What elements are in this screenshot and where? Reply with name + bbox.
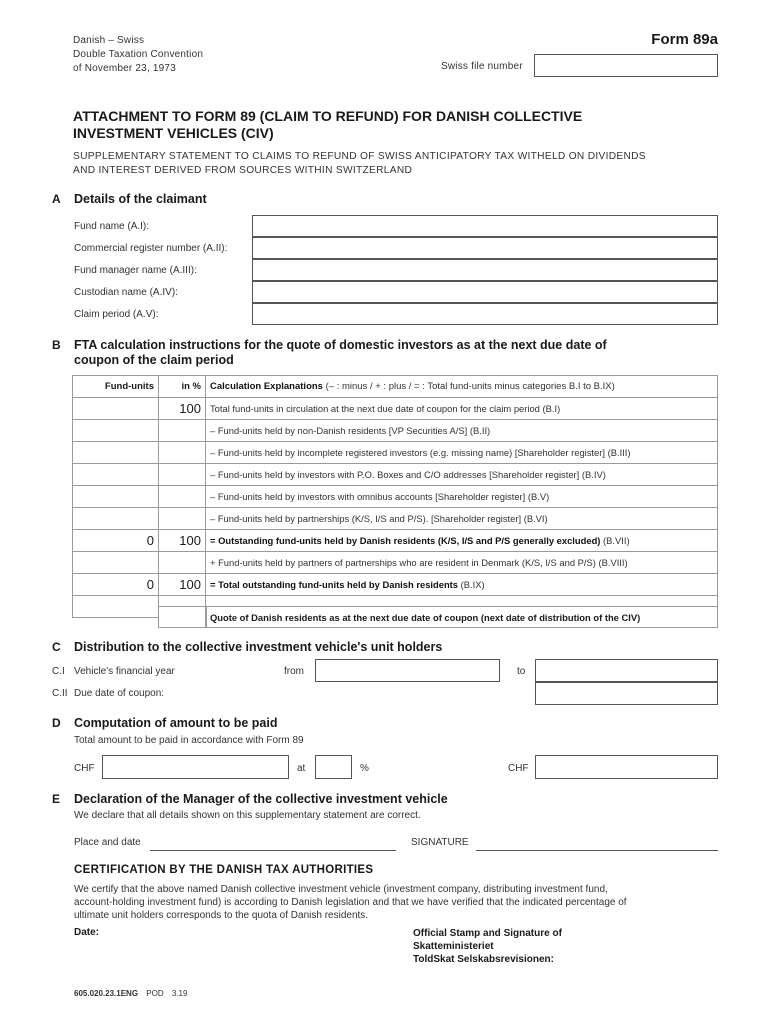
explanation-text: Total fund-units in circulation at the next due date of coupon for the claim period (B.I) xyxy=(210,403,561,414)
table-header-row xyxy=(73,376,718,398)
chf-amount-field[interactable] xyxy=(102,755,289,779)
section-d-letter: D xyxy=(52,716,61,730)
pct-cell[interactable] xyxy=(159,486,206,508)
explanation-text: – Fund-units held by investors with P.O. Boxes and C/O addresses [Shareholder register] (B.IV) xyxy=(210,469,606,480)
cii-number: C.II xyxy=(52,688,68,699)
section-b-title-line-2: coupon of the claim period xyxy=(74,353,234,367)
date-label: Date: xyxy=(74,927,100,938)
pct-cell[interactable] xyxy=(159,420,206,442)
fund-units-cell[interactable] xyxy=(73,442,159,464)
to-date-field[interactable] xyxy=(535,659,718,682)
footer-pod: POD xyxy=(146,989,164,998)
due-date-field[interactable] xyxy=(535,682,718,705)
section-d-subtitle: Total amount to be paid in accordance with Form 89 xyxy=(74,735,304,746)
section-a-title: Details of the claimant xyxy=(74,192,207,206)
fund-name-label: Fund name (A.I): xyxy=(74,221,150,232)
percent-label: % xyxy=(360,763,369,774)
col-fund-units: Fund-units xyxy=(73,376,159,398)
commercial-register-label: Commercial register number (A.II): xyxy=(74,243,228,254)
explanation-text: (B.IX) xyxy=(458,579,485,590)
section-c-letter: C xyxy=(52,640,61,654)
pct-cell[interactable]: 100 xyxy=(159,398,206,420)
pct-cell[interactable]: 100 xyxy=(159,574,206,596)
explanation-text: – Fund-units held by incomplete registered investors (e.g. missing name) [Shareholder register] (B.III) xyxy=(210,447,631,458)
certification-text xyxy=(74,883,627,922)
certification-text-line-2: account-holding investment fund) is according to Danish legislation and that we have verified that the indicated percentage of xyxy=(74,897,627,908)
fund-units-cell[interactable] xyxy=(73,486,159,508)
stamp-line-1: Official Stamp and Signature of xyxy=(413,928,562,939)
explanation-text: + Fund-units held by partners of partnerships who are resident in Denmark (K/S, I/S and P/S) (B.VIII) xyxy=(210,557,628,568)
signature-line[interactable] xyxy=(476,850,718,851)
table-row xyxy=(73,486,718,508)
from-date-field[interactable] xyxy=(315,659,500,682)
section-d-title: Computation of amount to be paid xyxy=(74,716,278,730)
fund-units-cell[interactable] xyxy=(73,552,159,574)
chf-label: CHF xyxy=(74,763,95,774)
claim-period-field[interactable] xyxy=(252,303,718,325)
signature-label: SIGNATURE xyxy=(411,837,469,848)
convention-line-2: Double Taxation Convention xyxy=(73,49,204,60)
table-row xyxy=(73,508,718,530)
custodian-label: Custodian name (A.IV): xyxy=(74,287,178,298)
section-e-subtitle: We declare that all details shown on this supplementary statement are correct. xyxy=(74,810,421,821)
fund-units-cell[interactable]: 0 xyxy=(73,574,159,596)
col-calculation xyxy=(206,376,718,398)
footer-version: 3.19 xyxy=(171,989,188,998)
fund-units-cell[interactable] xyxy=(73,420,159,442)
convention-info xyxy=(73,34,203,76)
explanation-cell xyxy=(206,508,718,530)
place-date-line[interactable] xyxy=(150,850,396,851)
table-row xyxy=(73,442,718,464)
col-calc-rest: (– : minus / + : plus / = : Total fund-units minus categories B.I to B.IX) xyxy=(322,381,615,392)
stamp-line-2: Skatteministeriet xyxy=(413,941,494,952)
footer xyxy=(74,989,187,998)
due-date-label: Due date of coupon: xyxy=(74,688,165,699)
table-row xyxy=(73,574,718,596)
pct-cell[interactable] xyxy=(159,464,206,486)
rate-field[interactable] xyxy=(315,755,352,779)
quote-label: Quote of Danish residents as at the next due date of coupon (next date of distribution of the CIV) xyxy=(206,606,718,628)
chf-result-label: CHF xyxy=(508,763,529,774)
title-line-2: INVESTMENT VEHICLES (CIV) xyxy=(73,125,274,141)
table-row xyxy=(73,420,718,442)
certification-text-line-3: ultimate unit holders corresponds to the quota of Danish residents. xyxy=(74,910,369,921)
official-stamp-block xyxy=(413,927,562,966)
quote-value-field[interactable] xyxy=(158,606,206,628)
pct-cell[interactable] xyxy=(159,442,206,464)
col-in-pct: in % xyxy=(159,376,206,398)
table-row xyxy=(73,398,718,420)
financial-year-label: Vehicle's financial year xyxy=(74,666,175,677)
section-b-letter: B xyxy=(52,338,61,352)
fund-units-cell[interactable] xyxy=(73,398,159,420)
fund-manager-field[interactable] xyxy=(252,259,718,281)
certification-text-line-1: We certify that the above named Danish collective investment vehicle (investment company, distributing investment fund, xyxy=(74,884,608,895)
pct-cell[interactable] xyxy=(159,552,206,574)
fund-units-cell[interactable] xyxy=(73,464,159,486)
fund-units-cell[interactable] xyxy=(73,508,159,530)
explanation-bold: = Outstanding fund-units held by Danish residents (K/S, I/S and P/S generally excluded) xyxy=(210,535,601,546)
section-b-title xyxy=(74,338,607,368)
swiss-file-number-field[interactable] xyxy=(534,54,718,77)
page-subtitle xyxy=(73,150,646,178)
explanation-cell xyxy=(206,442,718,464)
table-row xyxy=(73,530,718,552)
explanation-cell xyxy=(206,530,718,552)
explanation-text: – Fund-units held by partnerships (K/S, I/S and P/S). [Shareholder register] (B.VI) xyxy=(210,513,548,524)
explanation-cell xyxy=(206,574,718,596)
subtitle-line-2: AND INTEREST DERIVED FROM SOURCES WITHIN SWITZERLAND xyxy=(73,165,413,176)
section-b-title-line-1: FTA calculation instructions for the quote of domestic investors as at the next due date of xyxy=(74,338,607,352)
table-row xyxy=(73,464,718,486)
pct-cell[interactable] xyxy=(159,508,206,530)
form-id: Form 89a xyxy=(651,31,718,48)
chf-result-field[interactable] xyxy=(535,755,718,779)
claim-period-label: Claim period (A.V): xyxy=(74,309,159,320)
title-line-1: ATTACHMENT TO FORM 89 (CLAIM TO REFUND) FOR DANISH COLLECTIVE xyxy=(73,108,583,124)
explanation-cell xyxy=(206,420,718,442)
section-c-title: Distribution to the collective investment vehicle's unit holders xyxy=(74,640,443,654)
table-row xyxy=(73,552,718,574)
commercial-register-field[interactable] xyxy=(252,237,718,259)
explanation-bold: = Total outstanding fund-units held by Danish residents xyxy=(210,579,459,590)
section-e-letter: E xyxy=(52,792,61,806)
fund-manager-label: Fund manager name (A.III): xyxy=(74,265,197,276)
explanation-text: – Fund-units held by investors with omnibus accounts [Shareholder register] (B.V) xyxy=(210,491,550,502)
page-title xyxy=(73,108,582,142)
to-label: to xyxy=(517,666,526,677)
section-a-letter: A xyxy=(52,192,61,206)
fund-units-cell[interactable] xyxy=(73,596,159,618)
from-label: from xyxy=(284,666,304,677)
convention-line-1: Danish – Swiss xyxy=(73,35,145,46)
at-label: at xyxy=(297,763,306,774)
swiss-file-label: Swiss file number xyxy=(441,61,523,72)
custodian-field[interactable] xyxy=(252,281,718,303)
certification-title: CERTIFICATION BY THE DANISH TAX AUTHORITIES xyxy=(74,864,374,876)
ci-number: C.I xyxy=(52,666,65,677)
fund-units-cell[interactable]: 0 xyxy=(73,530,159,552)
explanation-text: – Fund-units held by non-Danish residents [VP Securities A/S] (B.II) xyxy=(210,425,491,436)
explanation-cell xyxy=(206,464,718,486)
calculation-table xyxy=(72,375,718,618)
fund-name-field[interactable] xyxy=(252,215,718,237)
pct-cell[interactable]: 100 xyxy=(159,530,206,552)
place-date-label: Place and date xyxy=(74,837,141,848)
stamp-line-3: ToldSkat Selskabsrevisionen: xyxy=(413,954,554,965)
explanation-text: (B.VII) xyxy=(600,535,630,546)
explanation-cell xyxy=(206,486,718,508)
convention-line-3: of November 23, 1973 xyxy=(73,63,176,74)
explanation-cell xyxy=(206,398,718,420)
section-e-title: Declaration of the Manager of the collective investment vehicle xyxy=(74,792,448,806)
subtitle-line-1: SUPPLEMENTARY STATEMENT TO CLAIMS TO REFUND OF SWISS ANTICIPATORY TAX WITHELD ON DIVIDENDS xyxy=(73,151,646,162)
explanation-cell xyxy=(206,552,718,574)
col-calc-bold: Calculation Explanations xyxy=(210,381,323,392)
footer-code: 605.020.23.1ENG xyxy=(74,989,139,998)
